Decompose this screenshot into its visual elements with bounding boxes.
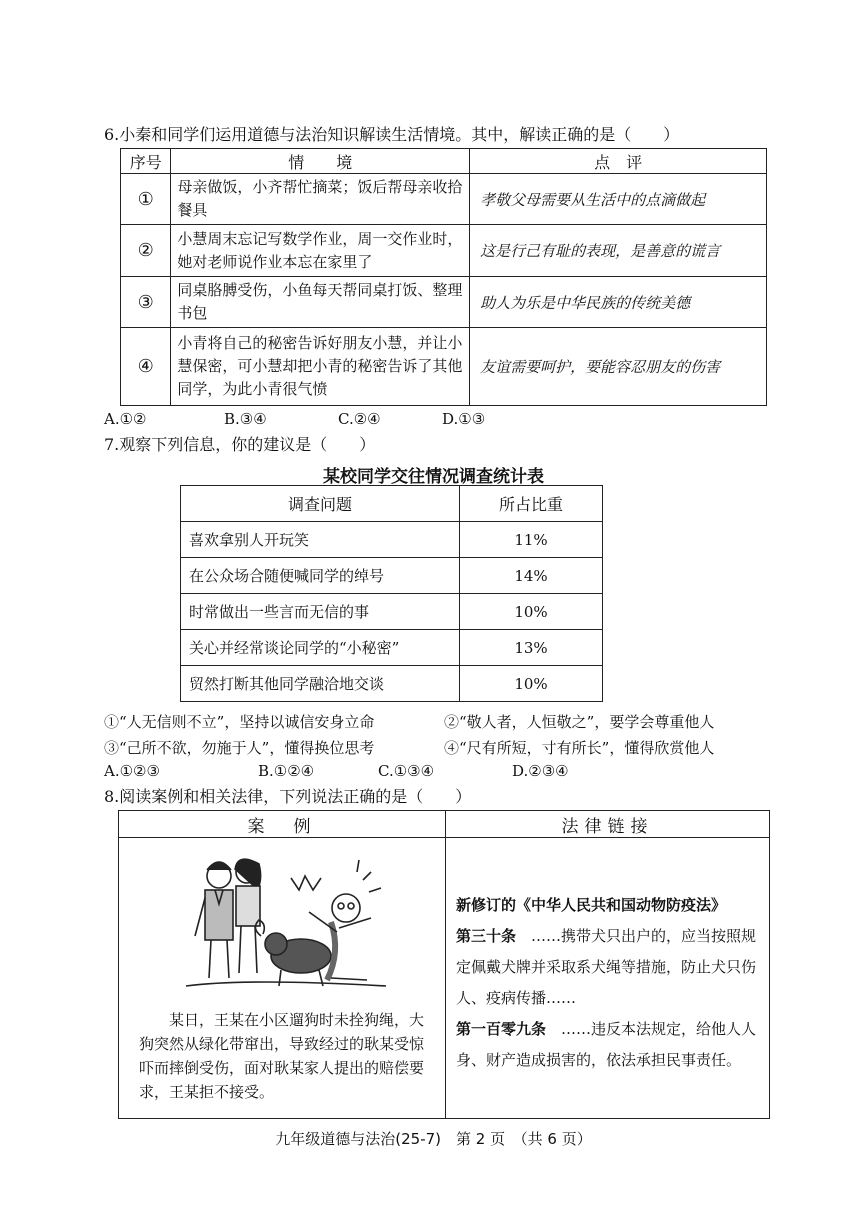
table-row xyxy=(119,838,770,1119)
table-row xyxy=(121,174,767,225)
choice-2: ②“敬人者，人恒敬之”，要学会尊重他人 xyxy=(444,713,715,731)
table-header-row xyxy=(121,149,767,174)
table-row xyxy=(121,328,767,406)
article-label: 第一百零九条 xyxy=(456,1020,547,1038)
row-scene: 同桌胳膊受伤，小鱼每天帮同桌打饭、整理书包 xyxy=(171,277,470,328)
survey-item: 贸然打断其他同学融洽地交谈 xyxy=(181,666,460,702)
survey-pct: 10% xyxy=(460,594,603,630)
row-num: ② xyxy=(121,225,171,277)
case-text: 某日，王某在小区遛狗时未拴狗绳，大狗突然从绿化带窜出，导致经过的耿某受惊吓而摔倒受伤，面对耿某家人提出的赔偿要求，王某拒不接受。 xyxy=(139,1011,425,1101)
option-c[interactable]: C.②④ xyxy=(338,410,381,428)
q7-options xyxy=(104,762,569,780)
article-text: ……违反本法规定，给他人人身、财产造成损害的，依法承担民事责任。 xyxy=(456,1020,757,1069)
page-footer: 九年级道德与法治(25-7) 第 2 页 （共 6 页） xyxy=(275,1130,592,1148)
header-scene: 情 境 xyxy=(171,149,470,174)
row-num: ④ xyxy=(121,328,171,406)
header-pct: 所占比重 xyxy=(460,486,603,522)
row-scene: 小青将自己的秘密告诉好朋友小慧，并让小慧保密，可小慧却把小青的秘密告诉了其他同学，为此小青很气愤 xyxy=(171,328,470,406)
header-law: 法律链接 xyxy=(446,811,770,838)
option-d[interactable]: D.②③④ xyxy=(512,762,569,780)
q8-stem: 8.阅读案例和相关法律，下列说法正确的是（ ） xyxy=(104,787,472,806)
law-title: 新修订的《中华人民共和国动物防疫法》 xyxy=(456,896,727,914)
row-comment: 孝敬父母需要从生活中的点滴做起 xyxy=(470,174,767,225)
survey-pct: 11% xyxy=(460,522,603,558)
survey-pct: 14% xyxy=(460,558,603,594)
row-num: ① xyxy=(121,174,171,225)
survey-table-title: 某校同学交往情况调查统计表 xyxy=(323,467,544,487)
survey-pct: 10% xyxy=(460,666,603,702)
q8-table xyxy=(118,810,770,1119)
article-label: 第三十条 xyxy=(456,927,517,945)
q7-stem: 7.观察下列信息，你的建议是（ ） xyxy=(104,435,376,454)
law-article xyxy=(456,921,761,1014)
table-row xyxy=(181,594,603,630)
row-comment: 这是行己有耻的表现，是善意的谎言 xyxy=(470,225,767,277)
survey-pct: 13% xyxy=(460,630,603,666)
case-cell xyxy=(119,838,446,1119)
header-comment: 点 评 xyxy=(470,149,767,174)
header-num: 序号 xyxy=(121,149,171,174)
survey-table xyxy=(180,485,603,702)
survey-item: 喜欢拿别人开玩笑 xyxy=(181,522,460,558)
row-num: ③ xyxy=(121,277,171,328)
choice-1: ①“人无信则不立”，坚持以诚信安身立命 xyxy=(104,713,375,731)
table-row xyxy=(181,630,603,666)
row-comment: 友谊需要呵护，要能容忍朋友的伤害 xyxy=(470,328,767,406)
law-article xyxy=(456,1014,761,1076)
option-b[interactable]: B.③④ xyxy=(224,410,267,428)
choice-3: ③“己所不欲，勿施于人”，懂得换位思考 xyxy=(104,739,375,757)
survey-item: 在公众场合随便喊同学的绰号 xyxy=(181,558,460,594)
table-row xyxy=(181,666,603,702)
table-row xyxy=(181,558,603,594)
table-header-row xyxy=(119,811,770,838)
law-cell xyxy=(446,838,770,1119)
law-content xyxy=(456,890,761,1076)
row-scene: 母亲做饭，小齐帮忙摘菜；饭后帮母亲收拾餐具 xyxy=(171,174,470,225)
q6-options xyxy=(104,410,485,428)
option-d[interactable]: D.①③ xyxy=(442,410,486,428)
survey-item: 关心并经常谈论同学的“小秘密” xyxy=(181,630,460,666)
row-comment: 助人为乐是中华民族的传统美德 xyxy=(470,277,767,328)
choice-4: ④“尺有所短，寸有所长”，懂得欣赏他人 xyxy=(444,739,715,757)
option-a[interactable]: A.①② xyxy=(104,410,147,428)
survey-item: 时常做出一些言而无信的事 xyxy=(181,594,460,630)
table-row xyxy=(121,225,767,277)
header-item: 调查问题 xyxy=(181,486,460,522)
table-row xyxy=(121,277,767,328)
option-a[interactable]: A.①②③ xyxy=(104,762,160,780)
option-b[interactable]: B.①②④ xyxy=(258,762,315,780)
row-scene: 小慧周末忘记写数学作业，周一交作业时，她对老师说作业本忘在家里了 xyxy=(171,225,470,277)
table-row xyxy=(181,522,603,558)
dog-incident-cartoon xyxy=(181,848,391,1003)
q6-stem: 6.小秦和同学们运用道德与法治知识解读生活情境。其中，解读正确的是（ ） xyxy=(104,125,680,144)
q6-table xyxy=(120,148,767,406)
option-c[interactable]: C.①③④ xyxy=(378,762,435,780)
header-case: 案 例 xyxy=(119,811,446,838)
article-text: ……携带犬只出户的，应当按照规定佩戴犬牌并采取系犬绳等措施，防止犬只伤人、疫病传播…… xyxy=(456,927,757,1007)
table-header-row xyxy=(181,486,603,522)
